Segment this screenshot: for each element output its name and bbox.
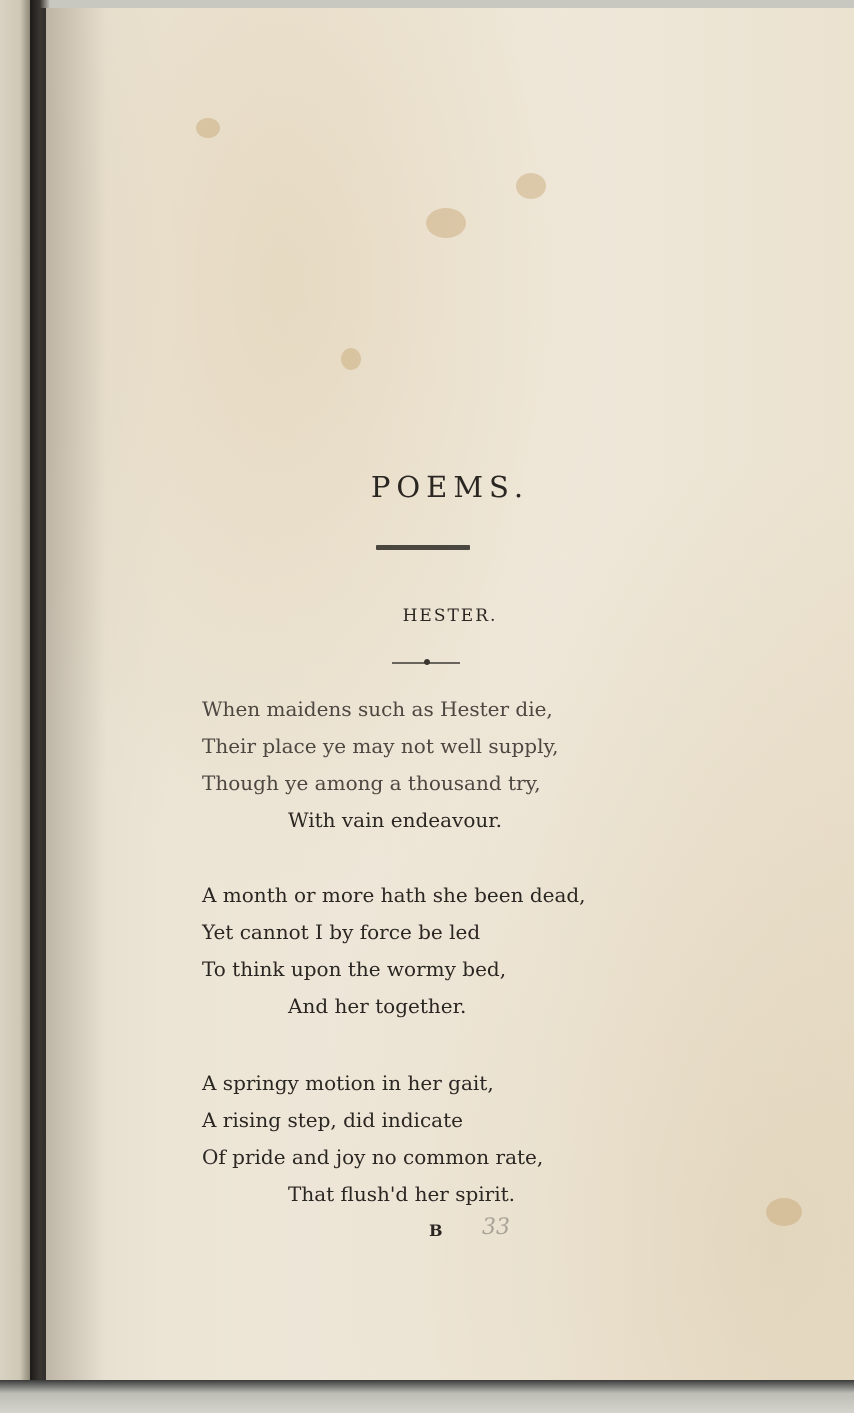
scan-top-edge — [0, 0, 854, 8]
stanza-2 — [202, 877, 722, 1025]
section-title: POEMS. — [370, 470, 530, 504]
stanza-1 — [202, 691, 722, 839]
poem-line: Their place ye may not well supply, — [202, 734, 559, 758]
poem-title: HESTER. — [402, 606, 498, 626]
poem-line: A springy motion in her gait, — [202, 1071, 494, 1095]
poem-line: A rising step, did indicate — [202, 1108, 463, 1132]
ornament-dot — [424, 659, 430, 665]
poem-line-refrain: That flush'd her spirit. — [288, 1182, 516, 1206]
pencil-page-number: 33 — [482, 1215, 510, 1240]
page-text — [46, 8, 854, 1380]
stanza-3 — [202, 1065, 722, 1213]
poem-line: To think upon the wormy bed, — [202, 957, 507, 981]
title-rule — [376, 545, 470, 550]
poem-line: Though ye among a thousand try, — [202, 771, 541, 795]
poem-line: A month or more hath she been dead, — [202, 883, 586, 907]
signature-mark: B — [429, 1221, 443, 1240]
poem-line-refrain: And her together. — [288, 994, 467, 1018]
poem-line: Yet cannot I by force be led — [202, 920, 481, 944]
book-page — [46, 8, 854, 1380]
scan-bottom-edge — [0, 1380, 854, 1413]
poem-line-refrain: With vain endeavour. — [288, 808, 502, 832]
poem-line: When maidens such as Hester die, — [202, 697, 553, 721]
poem-line: Of pride and joy no common rate, — [202, 1145, 544, 1169]
